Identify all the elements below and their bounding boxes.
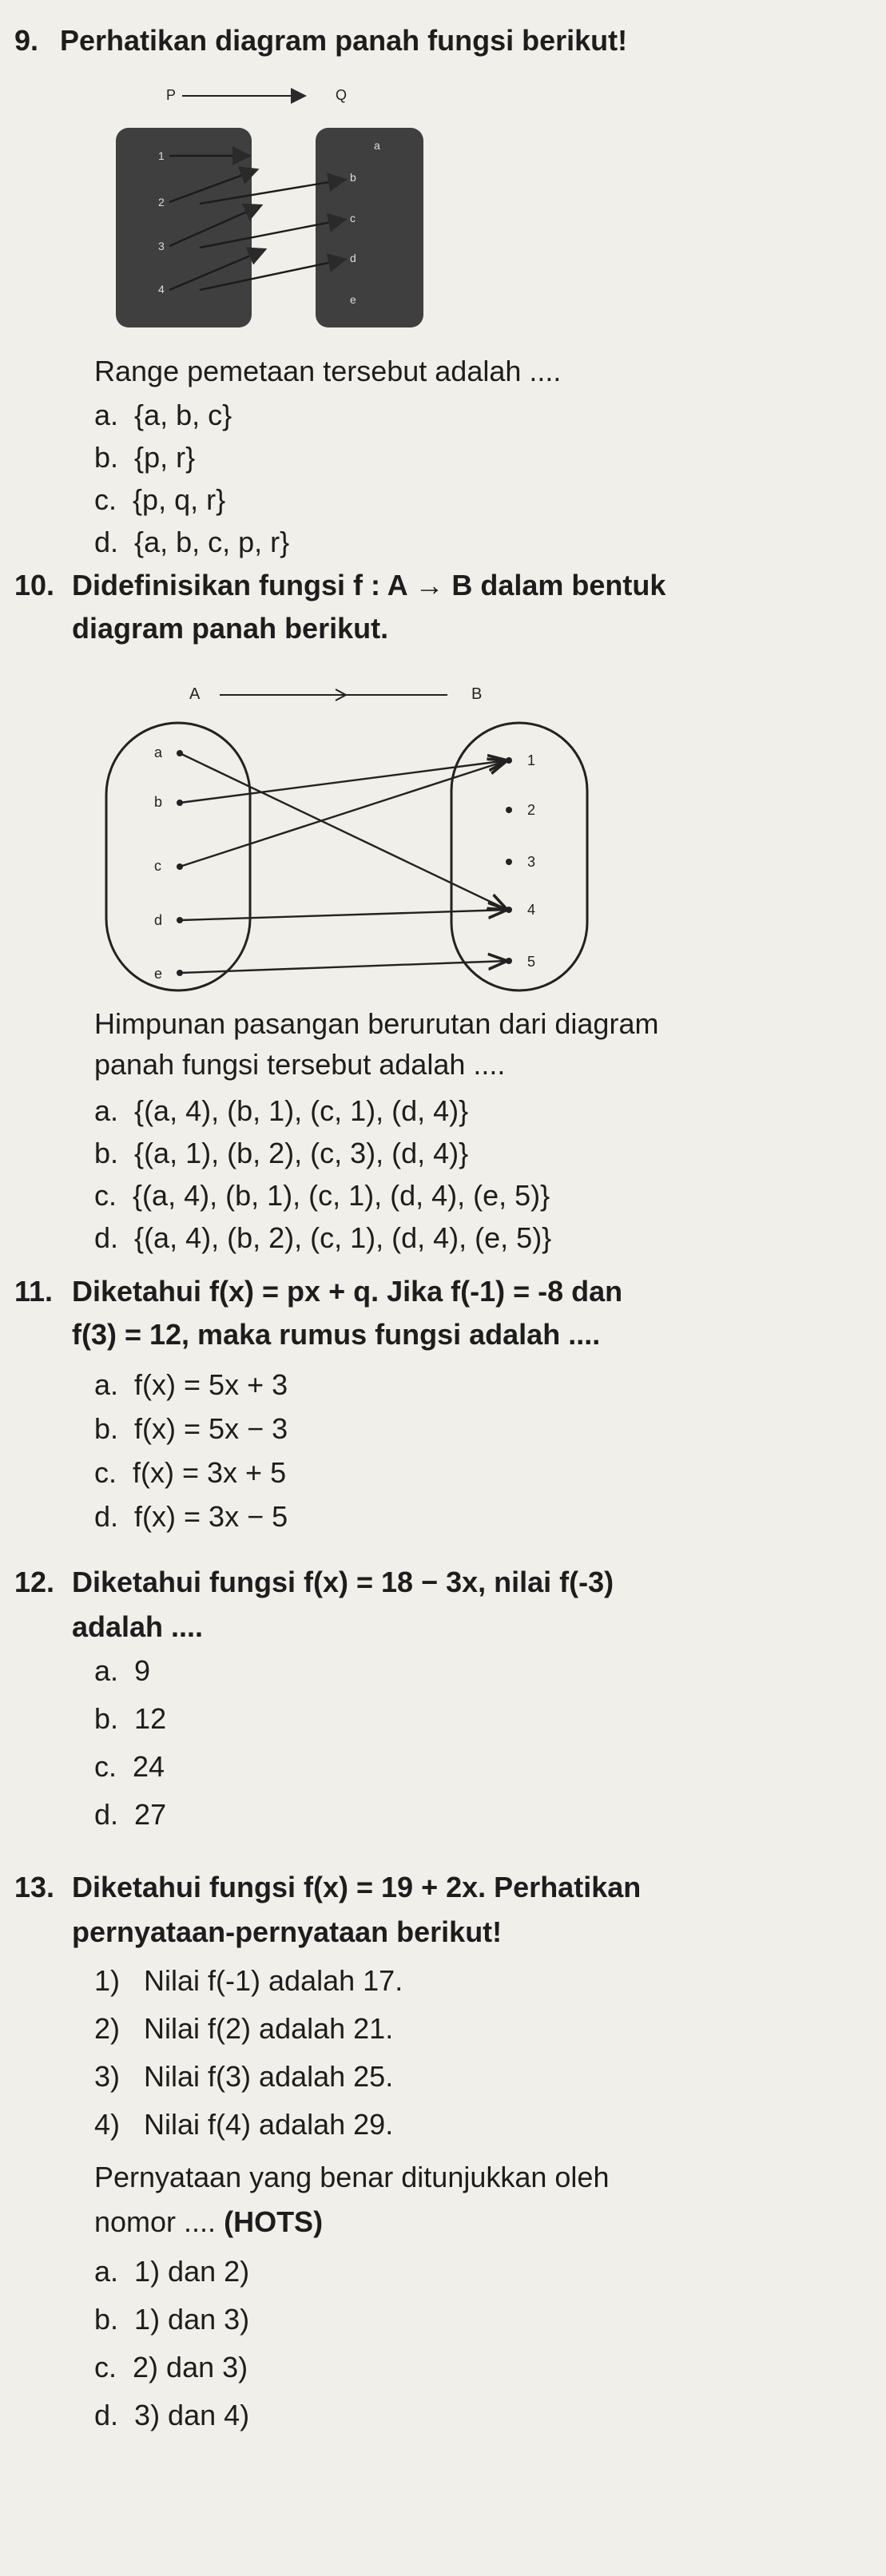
q13-prompt-line1: Pernyataan yang benar ditunjukkan oleh — [94, 2161, 610, 2193]
q11-option-c-letter: c. — [94, 1456, 117, 1489]
q13-statement-2-num: 2) — [94, 2012, 121, 2045]
q10-option-c[interactable] — [94, 1178, 550, 1213]
q13-option-d-text: 3) dan 4) — [134, 2399, 250, 2431]
q10-b-1: 1 — [527, 752, 536, 768]
q11-line2: f(3) = 12, maka rumus fungsi adalah .... — [72, 1318, 601, 1351]
q10-b-5: 5 — [527, 954, 536, 970]
q9-q-a: a — [374, 139, 380, 152]
q13-statement-1-num: 1) — [94, 1964, 121, 1997]
q9-option-b[interactable] — [94, 440, 195, 475]
q12-option-c[interactable] — [94, 1749, 165, 1784]
q11-option-b-text: f(x) = 5x − 3 — [134, 1412, 288, 1445]
q12-number: 12. — [14, 1566, 55, 1598]
q13-option-b[interactable] — [94, 2302, 249, 2337]
q10-set-b — [451, 723, 587, 990]
q9-option-d-letter: d. — [94, 526, 119, 558]
q11-option-b-letter: b. — [94, 1412, 119, 1445]
q10-option-d[interactable] — [94, 1221, 551, 1256]
q11-option-c-text: f(x) = 3x + 5 — [133, 1456, 287, 1489]
q10-question-line1: Himpunan pasangan berurutan dari diagram — [94, 1007, 659, 1040]
q12-option-b-letter: b. — [94, 1702, 119, 1735]
q13-number: 13. — [14, 1871, 55, 1903]
q10-option-c-text: {(a, 4), (b, 1), (c, 1), (d, 4), (e, 5)} — [133, 1179, 550, 1212]
q13-option-c-text: 2) dan 3) — [133, 2351, 248, 2383]
q10-label-b: B — [471, 685, 483, 703]
q13-statement-4 — [94, 2107, 393, 2142]
q9-title: Perhatikan diagram panah fungsi berikut! — [60, 24, 628, 57]
q9-q-c: c — [350, 212, 356, 224]
q11-option-a-text: f(x) = 5x + 3 — [134, 1368, 288, 1401]
q13-statement-1-text: Nilai f(-1) adalah 17. — [144, 1964, 403, 1997]
q12-option-a[interactable] — [94, 1653, 150, 1689]
q13-option-b-text: 1) dan 3) — [134, 2303, 250, 2336]
q9-option-d-text: {a, b, c, p, r} — [134, 526, 290, 558]
q9-q-e: e — [350, 293, 356, 306]
q9-option-b-text: {p, r} — [134, 441, 196, 474]
q11-option-d-text: f(x) = 3x − 5 — [134, 1500, 288, 1533]
q10-a-c: c — [154, 858, 161, 874]
q11-number: 11. — [14, 1275, 54, 1308]
q13-statement-1 — [94, 1963, 403, 1998]
q9-option-c[interactable] — [94, 482, 225, 518]
q9-question: Range pemetaan tersebut adalah .... — [94, 355, 562, 387]
q9-option-a-text: {a, b, c} — [134, 399, 232, 431]
q9-label-p: P — [166, 87, 177, 103]
q9-set-q — [316, 128, 423, 327]
q9-option-c-text: {p, q, r} — [133, 483, 226, 516]
q13-prompt-line2 — [94, 2206, 323, 2238]
q13-statement-2 — [94, 2011, 393, 2046]
q10-option-b[interactable] — [94, 1136, 468, 1171]
q10-option-b-letter: b. — [94, 1137, 119, 1169]
q10-question-line2: panah fungsi tersebut adalah .... — [94, 1048, 506, 1081]
q10-set-a — [106, 723, 250, 990]
q13-statement-3-num: 3) — [94, 2060, 121, 2093]
q12-option-b-text: 12 — [134, 1702, 167, 1735]
q9-option-a-letter: a. — [94, 399, 119, 431]
q9-p-3: 3 — [158, 240, 165, 252]
q10-arrow-diagram — [100, 639, 595, 998]
q9-label-q: Q — [336, 87, 348, 103]
q11-option-a-letter: a. — [94, 1368, 119, 1401]
q10-line2: diagram panah berikut. — [72, 612, 389, 645]
q10-option-b-text: {(a, 1), (b, 2), (c, 3), (d, 4)} — [134, 1137, 469, 1169]
q10-label-a: A — [189, 685, 201, 703]
q9-q-b: b — [350, 171, 356, 184]
q9-p-4: 4 — [158, 283, 165, 296]
q10-b-3: 3 — [527, 854, 536, 870]
q9-option-a[interactable] — [94, 398, 232, 433]
q10-a-e: e — [154, 966, 163, 982]
q12-option-d-letter: d. — [94, 1798, 119, 1831]
q10-b-4: 4 — [527, 902, 536, 918]
q13-line2: pernyataan-pernyataan berikut! — [72, 1915, 503, 1948]
q9-p-2: 2 — [158, 196, 165, 208]
q9-number: 9. — [14, 24, 39, 57]
q9-option-b-letter: b. — [94, 441, 119, 474]
q10-b-2: 2 — [527, 802, 536, 818]
q10-option-c-letter: c. — [94, 1179, 117, 1212]
q11-option-b[interactable] — [94, 1411, 288, 1447]
q9-option-c-letter: c. — [94, 483, 117, 516]
q12-option-a-text: 9 — [134, 1654, 151, 1687]
q13-option-d[interactable] — [94, 2398, 249, 2433]
q11-option-d-letter: d. — [94, 1500, 119, 1533]
q13-option-a[interactable] — [94, 2254, 249, 2289]
q9-q-d: d — [350, 252, 356, 264]
q12-line1: Diketahui fungsi f(x) = 18 − 3x, nilai f(-3) — [72, 1566, 614, 1598]
q10-line1: Didefinisikan fungsi f : A → B dalam bentuk — [72, 569, 666, 601]
q12-option-d[interactable] — [94, 1797, 166, 1832]
q9-option-d[interactable] — [94, 525, 289, 560]
q10-option-d-letter: d. — [94, 1221, 119, 1254]
q13-statement-3-text: Nilai f(3) adalah 25. — [144, 2060, 394, 2093]
q13-line1: Diketahui fungsi f(x) = 19 + 2x. Perhatikan — [72, 1871, 642, 1903]
q12-option-c-text: 24 — [133, 1750, 165, 1783]
q12-option-c-letter: c. — [94, 1750, 117, 1783]
q9-p-1: 1 — [158, 149, 165, 162]
q13-hots-badge: (HOTS) — [224, 2205, 324, 2238]
q13-option-d-letter: d. — [94, 2399, 119, 2431]
q9-arrow-diagram — [112, 76, 447, 331]
q11-line1: Diketahui f(x) = px + q. Jika f(-1) = -8 dan — [72, 1275, 623, 1308]
q11-option-a[interactable] — [94, 1367, 288, 1403]
q11-option-c[interactable] — [94, 1455, 286, 1490]
q9-set-p — [116, 128, 252, 327]
q12-line2: adalah .... — [72, 1610, 204, 1643]
q10-option-a-text: {(a, 4), (b, 1), (c, 1), (d, 4)} — [134, 1094, 469, 1127]
q11-option-d[interactable] — [94, 1499, 288, 1534]
q12-option-a-letter: a. — [94, 1654, 119, 1687]
q10-option-a[interactable] — [94, 1094, 468, 1129]
q13-statement-2-text: Nilai f(2) adalah 21. — [144, 2012, 394, 2045]
q13-option-b-letter: b. — [94, 2303, 119, 2336]
q10-a-d: d — [154, 912, 163, 928]
q13-option-a-letter: a. — [94, 2255, 119, 2288]
q13-prompt-nomor: nomor .... — [94, 2205, 217, 2238]
q10-number: 10. — [14, 569, 55, 601]
q10-a-a: a — [154, 744, 163, 760]
q13-option-c-letter: c. — [94, 2351, 117, 2383]
q13-option-a-text: 1) dan 2) — [134, 2255, 250, 2288]
q12-option-d-text: 27 — [134, 1798, 167, 1831]
q10-option-a-letter: a. — [94, 1094, 119, 1127]
q13-statement-4-num: 4) — [94, 2108, 121, 2141]
q13-statement-3 — [94, 2059, 393, 2094]
q13-option-c[interactable] — [94, 2350, 248, 2385]
q13-statement-4-text: Nilai f(4) adalah 29. — [144, 2108, 394, 2141]
q10-a-b: b — [154, 794, 163, 810]
q12-option-b[interactable] — [94, 1701, 166, 1737]
q10-option-d-text: {(a, 4), (b, 2), (c, 1), (d, 4), (e, 5)} — [134, 1221, 552, 1254]
